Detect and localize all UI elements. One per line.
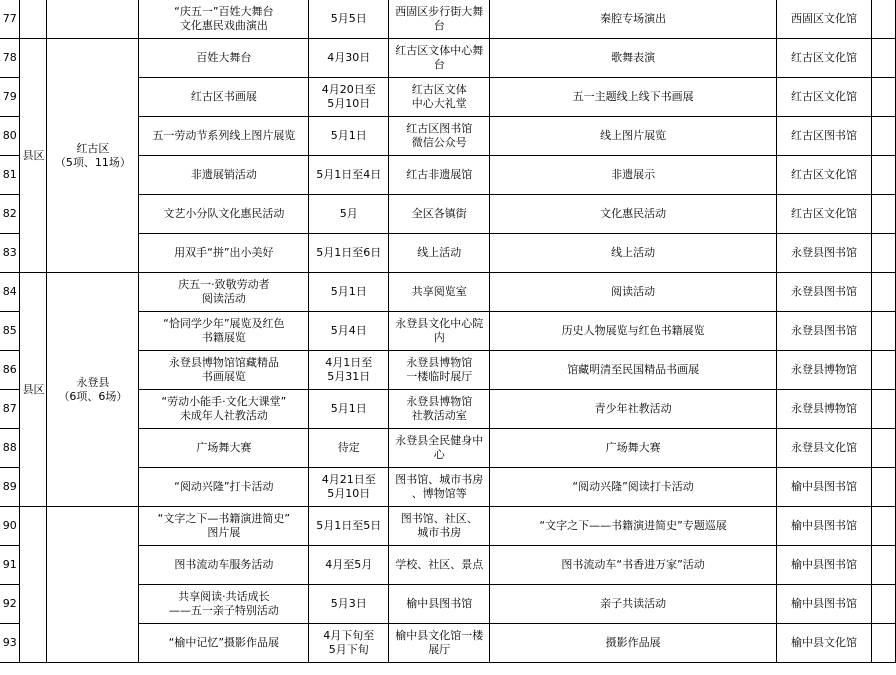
cell-line: 图书流动车服务活动 [174, 558, 274, 571]
trailing-cell [871, 390, 895, 429]
cell-line: 红古区 [76, 141, 110, 155]
activity-time-cell [309, 390, 389, 429]
cell-line: 5月下旬 [328, 643, 369, 656]
table-row [0, 39, 896, 78]
organizer-cell: 红古区文化馆 [777, 195, 872, 234]
row-number: 91 [0, 546, 20, 585]
cell-line: 榆中县文化馆一楼 [395, 629, 484, 642]
trailing-cell [871, 351, 895, 390]
row-number: 79 [0, 78, 20, 117]
cell-line: 线上活动 [417, 246, 462, 259]
organizer-cell: 红古区文化馆 [777, 39, 872, 78]
activity-content-cell: 五一主题线上线下书画展 [490, 78, 777, 117]
organizer-cell: 榆中县图书馆 [777, 585, 872, 624]
cell-line: 一楼临时展厅 [406, 370, 473, 383]
activity-content-cell: 馆藏明清至民国精品书画展 [490, 351, 777, 390]
cell-line: 社教活动室 [411, 409, 467, 422]
cell-line: 红古区书画展 [190, 90, 257, 103]
region-type-cell [20, 507, 47, 663]
cell-line: 5月1日 [330, 129, 367, 142]
cell-line: 非遗展销活动 [190, 168, 257, 181]
activity-content-cell: 线上图片展览 [490, 117, 777, 156]
cell-line: 永登县博物馆 [406, 356, 473, 369]
cell-line: 图片展 [207, 526, 241, 539]
trailing-cell [871, 117, 895, 156]
cell-line: 学校、社区、景点 [395, 558, 484, 571]
cell-line: 4月1日至 [325, 356, 373, 369]
table-row [0, 507, 896, 546]
trailing-cell [871, 507, 895, 546]
activity-content-cell: 摄影作品展 [490, 624, 777, 663]
cell-line: 5月4日 [330, 324, 367, 337]
activity-time-cell [309, 624, 389, 663]
trailing-cell [871, 273, 895, 312]
trailing-cell [871, 429, 895, 468]
trailing-cell [871, 312, 895, 351]
cell-line: “恰同学少年”展览及红色 [163, 317, 285, 330]
row-number: 93 [0, 624, 20, 663]
activity-name-cell [139, 78, 309, 117]
activity-time-cell [309, 195, 389, 234]
activity-content-cell: 阅读活动 [490, 273, 777, 312]
activity-name-cell [139, 585, 309, 624]
activity-content-cell: 非遗展示 [490, 156, 777, 195]
activity-place-cell [389, 468, 490, 507]
cell-line: ——五一亲子特别活动 [168, 604, 279, 617]
cell-line: 5月1日 [330, 402, 367, 415]
cell-line: “阅动兴隆”打卡活动 [174, 480, 274, 493]
activity-place-cell [389, 117, 490, 156]
activity-time-cell [309, 546, 389, 585]
activity-content-cell: 亲子共读活动 [490, 585, 777, 624]
cell-line: 红古区文体 [411, 83, 467, 96]
cell-line: 共享阅览室 [411, 285, 467, 298]
trailing-cell [871, 195, 895, 234]
cell-line: 五一劳动节系列线上图片展览 [152, 129, 296, 142]
cell-line: 4月下旬至 [323, 629, 375, 642]
cell-line: 永登县 [76, 375, 110, 389]
cell-line: 用双手“拼”出小美好 [174, 246, 274, 259]
activity-place-cell [389, 156, 490, 195]
activity-place-cell [389, 351, 490, 390]
row-number: 89 [0, 468, 20, 507]
trailing-cell [871, 0, 895, 39]
cell-line: 图书馆、城市书房 [395, 473, 484, 486]
trailing-cell [871, 624, 895, 663]
activity-place-cell [389, 273, 490, 312]
activity-content-cell: 青少年社教活动 [490, 390, 777, 429]
activity-time-cell [309, 312, 389, 351]
activity-time-cell [309, 39, 389, 78]
activity-place-cell [389, 507, 490, 546]
activity-name-cell [139, 234, 309, 273]
trailing-cell [871, 468, 895, 507]
cell-line: 红古非遗展馆 [406, 168, 473, 181]
cell-line: “榆中记忆”摄影作品展 [168, 636, 280, 649]
cell-line: （6项、6场） [58, 389, 128, 403]
activity-name-cell [139, 507, 309, 546]
activity-time-cell [309, 78, 389, 117]
cell-line: 展厅 [428, 643, 451, 656]
cell-line: 4月20日至 [321, 83, 376, 96]
activity-name-cell [139, 312, 309, 351]
cell-line: 5月1日至6日 [316, 246, 382, 259]
trailing-cell [871, 546, 895, 585]
activity-time-cell [309, 468, 389, 507]
organizer-cell: 永登县图书馆 [777, 273, 872, 312]
activity-name-cell [139, 156, 309, 195]
row-number: 85 [0, 312, 20, 351]
cell-line: 文化惠民戏曲演出 [179, 19, 268, 32]
organizer-cell: 红古区图书馆 [777, 117, 872, 156]
activity-time-cell [309, 351, 389, 390]
activity-content-cell: “阅动兴隆”阅读打卡活动 [490, 468, 777, 507]
region-type-cell: 县区 [20, 39, 47, 273]
cell-line: 全区各镇街 [411, 207, 467, 220]
cell-line: 、博物馆等 [411, 487, 467, 500]
organizer-cell: 永登县图书馆 [777, 312, 872, 351]
cell-line: “庆五一”百姓大舞台 [174, 5, 274, 18]
cell-line: 广场舞大赛 [196, 441, 252, 454]
cell-line: 榆中县图书馆 [406, 597, 473, 610]
cell-line: 5月3日 [330, 597, 367, 610]
activity-content-cell: 歌舞表演 [490, 39, 777, 78]
cell-line: 红古区文体中心舞 [395, 44, 484, 57]
activity-place-cell [389, 546, 490, 585]
region-type-cell [20, 0, 47, 39]
activity-name-cell [139, 117, 309, 156]
cell-line: 心 [433, 448, 445, 461]
cell-line: 红古区图书馆 [406, 122, 473, 135]
cell-line: 书画展览 [201, 370, 246, 383]
cell-line: 永登县文化中心院 [395, 317, 484, 330]
activity-name-cell [139, 273, 309, 312]
activity-name-cell [139, 0, 309, 39]
organizer-cell: 红古区文化馆 [777, 156, 872, 195]
activity-content-cell: 图书流动车“书香进万家”活动 [490, 546, 777, 585]
activity-time-cell [309, 117, 389, 156]
cell-line: 4月至5月 [325, 558, 373, 571]
cell-line: 5月31日 [327, 370, 371, 383]
cell-line: 台 [433, 19, 445, 32]
cell-line: “劳动小能手·文化大课堂” [161, 395, 287, 408]
activity-time-cell [309, 273, 389, 312]
cell-line: 4月30日 [327, 51, 371, 64]
cell-line: 5月1日 [330, 285, 367, 298]
cell-line: 永登县全民健身中 [395, 434, 484, 447]
activity-content-cell: 线上活动 [490, 234, 777, 273]
cell-line: 5月5日 [330, 12, 367, 25]
row-number: 82 [0, 195, 20, 234]
row-number: 78 [0, 39, 20, 78]
row-number: 80 [0, 117, 20, 156]
row-number: 83 [0, 234, 20, 273]
activity-time-cell [309, 585, 389, 624]
organizer-cell: 西固区文化馆 [777, 0, 872, 39]
activity-time-cell [309, 156, 389, 195]
cell-line: 百姓大舞台 [196, 51, 252, 64]
activity-name-cell [139, 39, 309, 78]
row-number: 77 [0, 0, 20, 39]
activity-place-cell [389, 39, 490, 78]
cell-line: 5月1日至4日 [316, 168, 382, 181]
activity-time-cell [309, 429, 389, 468]
cell-line: 待定 [337, 441, 360, 454]
activity-place-cell [389, 390, 490, 429]
cell-line: 5月 [339, 207, 358, 220]
cell-line: 未成年人社教活动 [179, 409, 268, 422]
cell-line: 5月10日 [327, 97, 371, 110]
cell-line: 中心大礼堂 [411, 97, 467, 110]
activity-content-cell: “文字之下——书籍演进简史”专题巡展 [490, 507, 777, 546]
cell-line: 共享阅读·共话成长 [178, 590, 270, 603]
trailing-cell [871, 156, 895, 195]
organizer-cell: 榆中县图书馆 [777, 468, 872, 507]
cell-line: 图书馆、社区、 [400, 512, 478, 525]
organizer-cell: 榆中县文化馆 [777, 624, 872, 663]
row-number: 87 [0, 390, 20, 429]
activity-place-cell [389, 429, 490, 468]
organizer-cell: 永登县文化馆 [777, 429, 872, 468]
table-row [0, 0, 896, 39]
organizer-cell: 永登县图书馆 [777, 234, 872, 273]
activity-content-cell: 秦腔专场演出 [490, 0, 777, 39]
row-number: 84 [0, 273, 20, 312]
activity-time-cell [309, 234, 389, 273]
activity-place-cell [389, 585, 490, 624]
activity-name-cell [139, 468, 309, 507]
organizer-cell: 永登县博物馆 [777, 390, 872, 429]
trailing-cell [871, 234, 895, 273]
cell-line: 微信公众号 [411, 136, 467, 149]
activity-place-cell [389, 0, 490, 39]
cell-line: 永登县博物馆馆藏精品 [168, 356, 279, 369]
activity-name-cell [139, 546, 309, 585]
district-cell [47, 273, 139, 507]
cell-line: 5月1日至5日 [316, 519, 382, 532]
cell-line: 永登县博物馆 [406, 395, 473, 408]
activity-content-cell: 广场舞大赛 [490, 429, 777, 468]
organizer-cell: 榆中县图书馆 [777, 507, 872, 546]
activity-place-cell [389, 234, 490, 273]
table-row [0, 273, 896, 312]
district-cell [47, 507, 139, 663]
trailing-cell [871, 78, 895, 117]
row-number: 81 [0, 156, 20, 195]
cell-line: 书籍展览 [201, 331, 246, 344]
trailing-cell [871, 39, 895, 78]
cell-line: 西固区步行街大舞 [395, 5, 484, 18]
trailing-cell [871, 585, 895, 624]
cell-line: 4月21日至 [321, 473, 376, 486]
activity-place-cell [389, 624, 490, 663]
cell-line: 内 [433, 331, 445, 344]
cell-line: 庆五一·致敬劳动者 [178, 278, 270, 291]
activity-content-cell: 文化惠民活动 [490, 195, 777, 234]
row-number: 88 [0, 429, 20, 468]
district-cell [47, 39, 139, 273]
activity-place-cell [389, 312, 490, 351]
activity-content-cell: 历史人物展览与红色书籍展览 [490, 312, 777, 351]
row-number: 92 [0, 585, 20, 624]
organizer-cell: 永登县博物馆 [777, 351, 872, 390]
district-cell [47, 0, 139, 39]
cell-line: （5项、11场） [54, 155, 131, 169]
activity-time-cell [309, 0, 389, 39]
activity-name-cell [139, 390, 309, 429]
activity-name-cell [139, 429, 309, 468]
organizer-cell: 榆中县图书馆 [777, 546, 872, 585]
row-number: 86 [0, 351, 20, 390]
activity-place-cell [389, 78, 490, 117]
activity-name-cell [139, 351, 309, 390]
region-type-cell: 县区 [20, 273, 47, 507]
cell-line: 文艺小分队文化惠民活动 [163, 207, 285, 220]
cell-line: “文字之下—书籍演进简史” [157, 512, 291, 525]
cell-line: 阅读活动 [201, 292, 246, 305]
cell-line: 5月10日 [327, 487, 371, 500]
row-number: 90 [0, 507, 20, 546]
activity-name-cell [139, 624, 309, 663]
activity-place-cell [389, 195, 490, 234]
organizer-cell: 红古区文化馆 [777, 78, 872, 117]
activity-time-cell [309, 507, 389, 546]
cell-line: 台 [433, 58, 445, 71]
cell-line: 城市书房 [417, 526, 462, 539]
activity-name-cell [139, 195, 309, 234]
